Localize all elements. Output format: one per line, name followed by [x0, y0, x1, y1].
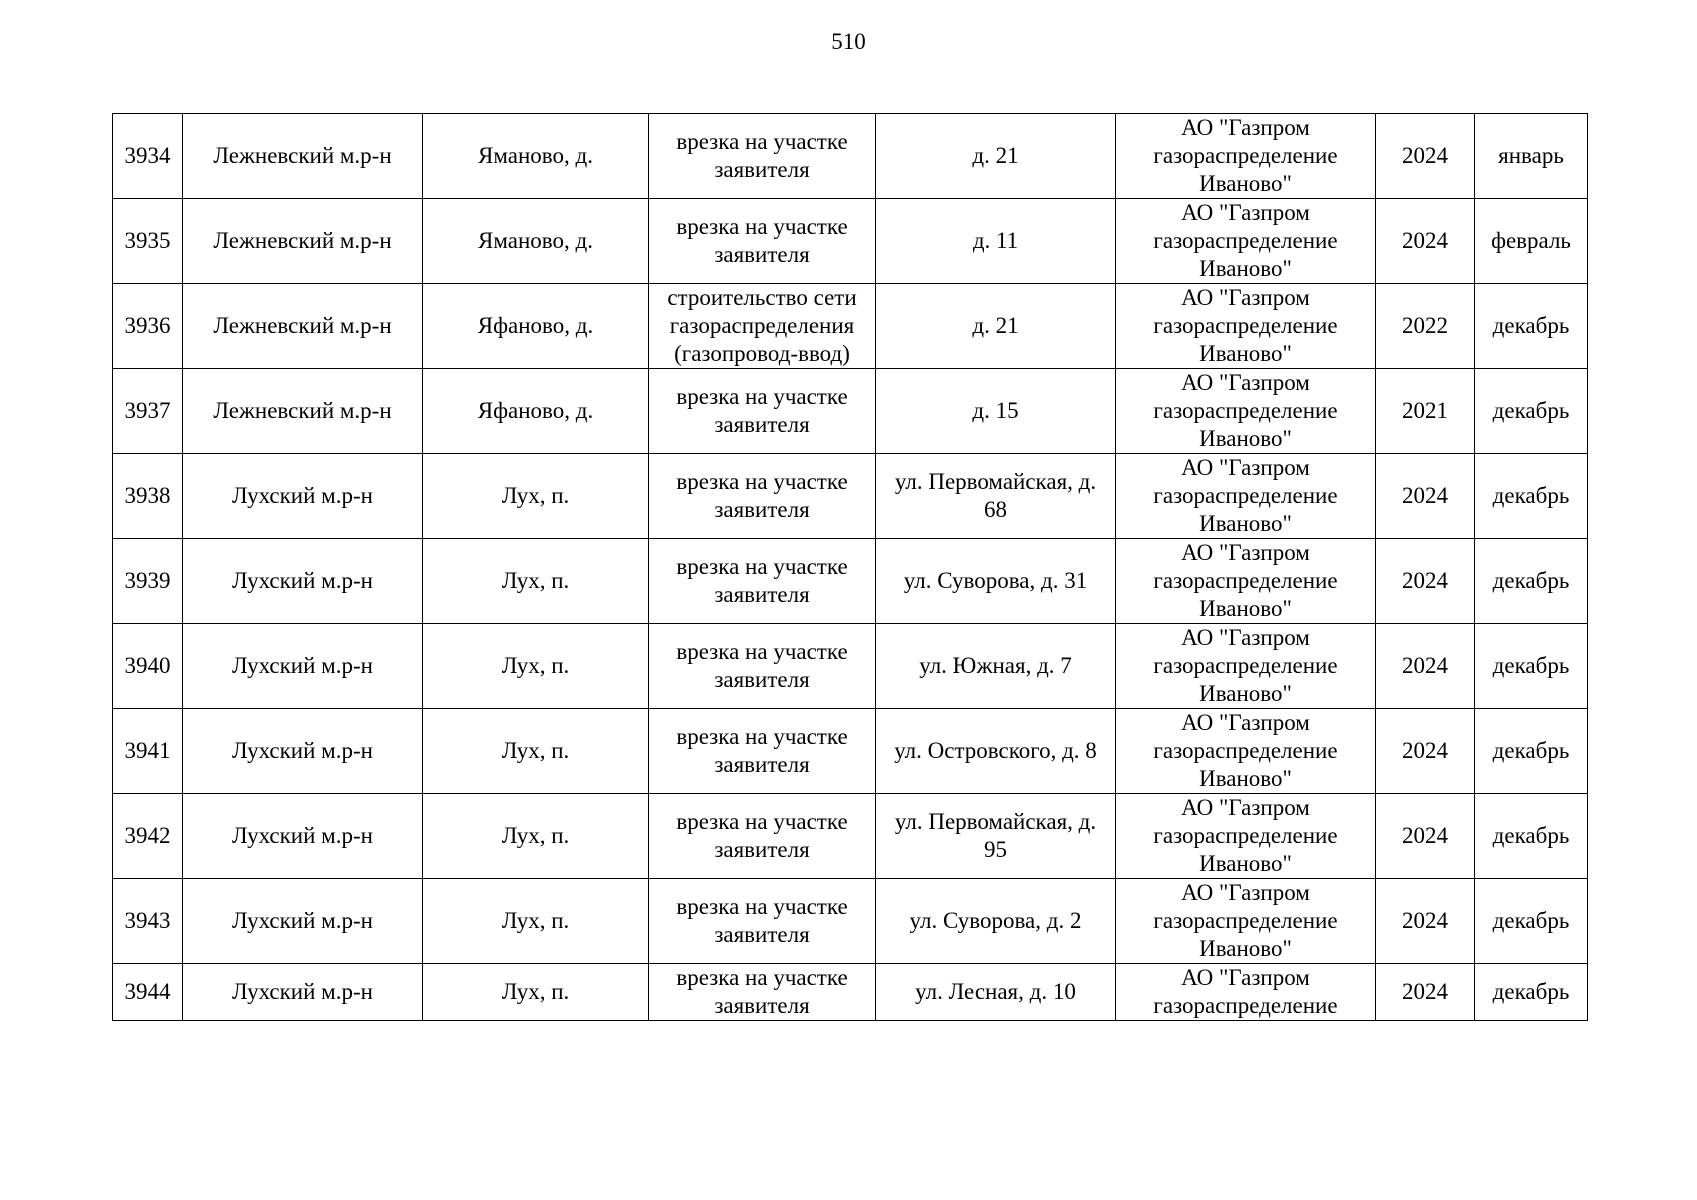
cell-year: 2024	[1376, 879, 1475, 964]
cell-work-type-line: врезка на участке	[676, 894, 848, 919]
cell-organization-line: АО "Газпром	[1181, 200, 1310, 225]
cell-district: Лежневский м.р-н	[183, 114, 423, 199]
table-row	[113, 624, 1588, 709]
cell-month: февраль	[1475, 199, 1588, 284]
cell-organization	[1116, 879, 1376, 964]
cell-work-type-line: газораспределения	[669, 313, 855, 338]
cell-address-line: ул. Первомайская, д.	[894, 809, 1097, 834]
cell-number: 3934	[113, 114, 183, 199]
cell-organization-line: газораспределение	[1153, 483, 1338, 508]
cell-organization	[1116, 369, 1376, 454]
cell-address	[876, 284, 1116, 369]
table-row	[113, 539, 1588, 624]
cell-organization-line: Иваново"	[1199, 426, 1292, 451]
page-number: 510	[831, 29, 866, 54]
cell-month: декабрь	[1475, 794, 1588, 879]
cell-work-type	[649, 624, 876, 709]
cell-year: 2021	[1376, 369, 1475, 454]
cell-district: Лежневский м.р-н	[183, 369, 423, 454]
cell-work-type	[649, 709, 876, 794]
cell-work-type	[649, 114, 876, 199]
cell-address	[876, 794, 1116, 879]
cell-work-type-line: врезка на участке	[676, 214, 848, 239]
cell-address	[876, 114, 1116, 199]
cell-work-type-line: (газопровод-ввод)	[674, 341, 850, 366]
cell-year: 2024	[1376, 199, 1475, 284]
cell-work-type-line: строительство сети	[667, 285, 857, 310]
table-row	[113, 879, 1588, 964]
cell-settlement: Яманово, д.	[423, 114, 649, 199]
cell-organization-line: газораспределение	[1153, 653, 1338, 678]
cell-address-line: д. 15	[972, 398, 1019, 423]
cell-work-type-line: врезка на участке	[676, 469, 848, 494]
cell-organization-line: АО "Газпром	[1181, 795, 1310, 820]
table-row	[113, 709, 1588, 794]
cell-number: 3938	[113, 454, 183, 539]
cell-organization-line: АО "Газпром	[1181, 370, 1310, 395]
cell-work-type	[649, 199, 876, 284]
table-row	[113, 114, 1588, 199]
cell-month: декабрь	[1475, 539, 1588, 624]
cell-work-type	[649, 284, 876, 369]
cell-address-line: ул. Лесная, д. 10	[915, 979, 1076, 1004]
cell-year: 2024	[1376, 454, 1475, 539]
cell-address-line: 68	[984, 497, 1007, 522]
cell-district: Лежневский м.р-н	[183, 284, 423, 369]
cell-organization-line: Иваново"	[1199, 596, 1292, 621]
cell-year: 2022	[1376, 284, 1475, 369]
cell-organization-line: газораспределение	[1153, 143, 1338, 168]
cell-settlement: Лух, п.	[423, 624, 649, 709]
cell-organization	[1116, 794, 1376, 879]
cell-work-type-line: врезка на участке	[676, 965, 848, 990]
cell-organization-line: АО "Газпром	[1181, 285, 1310, 310]
cell-district: Лухский м.р-н	[183, 624, 423, 709]
cell-district: Лухский м.р-н	[183, 709, 423, 794]
cell-organization	[1116, 624, 1376, 709]
cell-settlement: Лух, п.	[423, 879, 649, 964]
table-row	[113, 284, 1588, 369]
cell-organization	[1116, 199, 1376, 284]
cell-organization-line: Иваново"	[1199, 341, 1292, 366]
cell-address	[876, 879, 1116, 964]
cell-organization-line: АО "Газпром	[1181, 880, 1310, 905]
table-row	[113, 369, 1588, 454]
cell-district: Лухский м.р-н	[183, 454, 423, 539]
cell-month: декабрь	[1475, 624, 1588, 709]
cell-organization	[1116, 964, 1376, 1021]
cell-settlement: Лух, п.	[423, 454, 649, 539]
cell-organization-line: газораспределение	[1153, 738, 1338, 763]
cell-work-type-line: заявителя	[714, 242, 810, 267]
cell-address	[876, 539, 1116, 624]
cell-settlement: Лух, п.	[423, 794, 649, 879]
cell-year: 2024	[1376, 709, 1475, 794]
cell-organization-line: АО "Газпром	[1181, 455, 1310, 480]
cell-work-type-line: заявителя	[714, 752, 810, 777]
cell-organization-line: газораспределение	[1153, 823, 1338, 848]
cell-work-type-line: врезка на участке	[676, 384, 848, 409]
cell-organization-line: АО "Газпром	[1181, 710, 1310, 735]
cell-organization-line: газораспределение	[1153, 993, 1338, 1018]
cell-settlement: Яманово, д.	[423, 199, 649, 284]
cell-work-type-line: врезка на участке	[676, 129, 848, 154]
cell-address-line: ул. Южная, д. 7	[919, 653, 1072, 678]
cell-number: 3939	[113, 539, 183, 624]
cell-work-type	[649, 964, 876, 1021]
cell-organization-line: газораспределение	[1153, 228, 1338, 253]
cell-address-line: д. 11	[972, 228, 1019, 253]
cell-work-type	[649, 794, 876, 879]
table-row	[113, 964, 1588, 1021]
table-row	[113, 454, 1588, 539]
cell-number: 3937	[113, 369, 183, 454]
cell-year: 2024	[1376, 539, 1475, 624]
cell-number: 3936	[113, 284, 183, 369]
table-row	[113, 794, 1588, 879]
cell-year: 2024	[1376, 624, 1475, 709]
cell-address	[876, 624, 1116, 709]
cell-organization	[1116, 539, 1376, 624]
cell-address-line: д. 21	[972, 143, 1019, 168]
cell-work-type-line: врезка на участке	[676, 809, 848, 834]
cell-organization-line: газораспределение	[1153, 398, 1338, 423]
cell-organization-line: Иваново"	[1199, 256, 1292, 281]
cell-work-type-line: врезка на участке	[676, 639, 848, 664]
cell-work-type-line: врезка на участке	[676, 554, 848, 579]
cell-number: 3935	[113, 199, 183, 284]
cell-work-type-line: заявителя	[714, 582, 810, 607]
cell-address	[876, 369, 1116, 454]
cell-year: 2024	[1376, 794, 1475, 879]
cell-address-line: 95	[984, 837, 1007, 862]
cell-address-line: ул. Первомайская, д.	[894, 469, 1097, 494]
cell-address	[876, 454, 1116, 539]
cell-work-type-line: врезка на участке	[676, 724, 848, 749]
cell-work-type-line: заявителя	[714, 837, 810, 862]
cell-work-type	[649, 879, 876, 964]
cell-number: 3942	[113, 794, 183, 879]
cell-organization	[1116, 114, 1376, 199]
cell-organization-line: Иваново"	[1199, 681, 1292, 706]
cell-organization	[1116, 284, 1376, 369]
cell-work-type-line: заявителя	[714, 157, 810, 182]
cell-work-type-line: заявителя	[714, 922, 810, 947]
cell-work-type	[649, 454, 876, 539]
cell-organization-line: Иваново"	[1199, 766, 1292, 791]
cell-organization-line: Иваново"	[1199, 171, 1292, 196]
cell-work-type-line: заявителя	[714, 497, 810, 522]
cell-organization-line: Иваново"	[1199, 511, 1292, 536]
cell-organization-line: газораспределение	[1153, 313, 1338, 338]
cell-organization	[1116, 709, 1376, 794]
cell-address	[876, 709, 1116, 794]
cell-month: декабрь	[1475, 284, 1588, 369]
cell-address	[876, 964, 1116, 1021]
cell-year: 2024	[1376, 114, 1475, 199]
cell-number: 3944	[113, 964, 183, 1021]
table-body	[113, 114, 1588, 1021]
cell-district: Лежневский м.р-н	[183, 199, 423, 284]
cell-month: декабрь	[1475, 709, 1588, 794]
cell-organization-line: Иваново"	[1199, 936, 1292, 961]
cell-organization-line: АО "Газпром	[1181, 115, 1310, 140]
cell-district: Лухский м.р-н	[183, 964, 423, 1021]
cell-address-line: ул. Суворова, д. 2	[909, 908, 1082, 933]
cell-work-type	[649, 539, 876, 624]
cell-district: Лухский м.р-н	[183, 794, 423, 879]
cell-number: 3940	[113, 624, 183, 709]
cell-address-line: ул. Суворова, д. 31	[903, 568, 1088, 593]
cell-settlement: Яфаново, д.	[423, 369, 649, 454]
table-row	[113, 199, 1588, 284]
cell-settlement: Лух, п.	[423, 709, 649, 794]
cell-address	[876, 199, 1116, 284]
cell-district: Лухский м.р-н	[183, 879, 423, 964]
cell-month: декабрь	[1475, 369, 1588, 454]
cell-organization-line: газораспределение	[1153, 908, 1338, 933]
cell-address-line: ул. Островского, д. 8	[894, 738, 1097, 763]
cell-number: 3943	[113, 879, 183, 964]
cell-work-type	[649, 369, 876, 454]
cell-number: 3941	[113, 709, 183, 794]
cell-settlement: Лух, п.	[423, 964, 649, 1021]
cell-district: Лухский м.р-н	[183, 539, 423, 624]
cell-organization-line: АО "Газпром	[1181, 965, 1310, 990]
cell-work-type-line: заявителя	[714, 993, 810, 1018]
cell-year: 2024	[1376, 964, 1475, 1021]
gasification-table	[112, 113, 1588, 1021]
cell-organization-line: АО "Газпром	[1181, 540, 1310, 565]
cell-month: декабрь	[1475, 454, 1588, 539]
cell-address-line: д. 21	[972, 313, 1019, 338]
cell-month: январь	[1475, 114, 1588, 199]
cell-organization-line: АО "Газпром	[1181, 625, 1310, 650]
cell-work-type-line: заявителя	[714, 667, 810, 692]
cell-organization-line: Иваново"	[1199, 851, 1292, 876]
cell-month: декабрь	[1475, 879, 1588, 964]
cell-work-type-line: заявителя	[714, 412, 810, 437]
cell-month: декабрь	[1475, 964, 1588, 1021]
cell-organization	[1116, 454, 1376, 539]
cell-settlement: Лух, п.	[423, 539, 649, 624]
cell-settlement: Яфаново, д.	[423, 284, 649, 369]
cell-organization-line: газораспределение	[1153, 568, 1338, 593]
